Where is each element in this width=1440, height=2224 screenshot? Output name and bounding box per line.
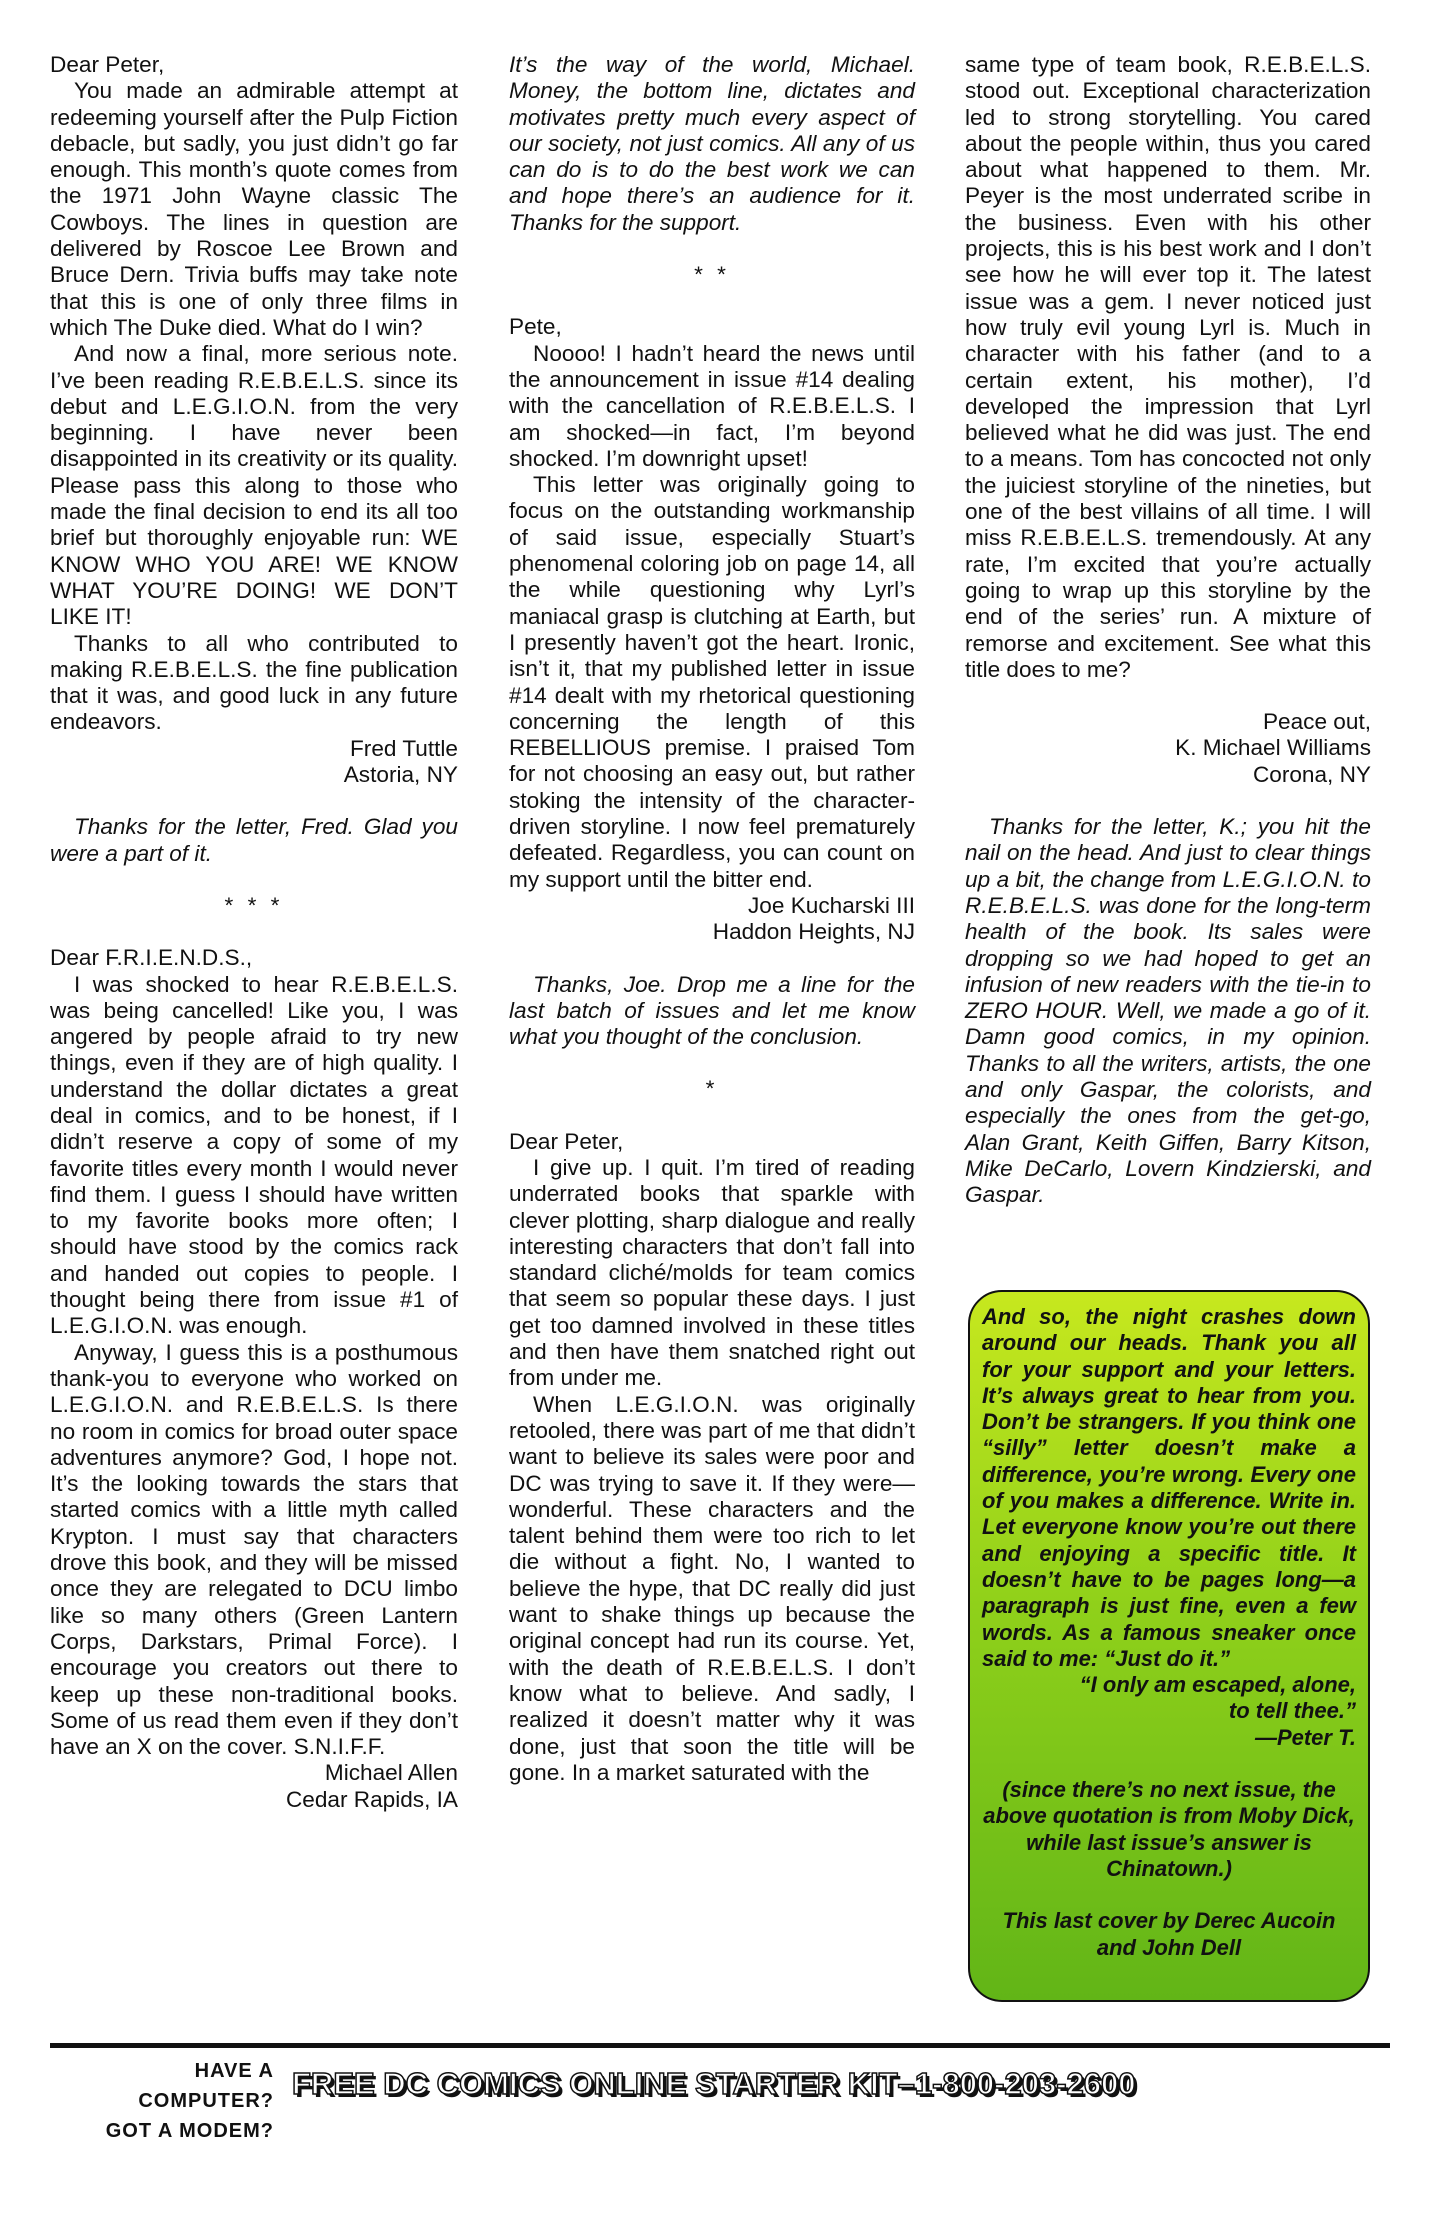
editor-reply: Thanks, Joe. Drop me a line for the last batch of issues and let me know what you thought of the conclusion. [509,971,915,1050]
letter-salutation: Dear Peter, [50,52,165,77]
letters-column-2 [509,52,915,1786]
letter-paragraph: When L.E.G.I.O.N. was originally retooled, there was part of me that didn’t want to believe its sales were poor and DC was trying to save it. If they were—wonderful. These characters and the talent behind them were too rich to let die without a fight. No, I wanted to believe the hype, that DC really did just want to shake things up because the original concept had run its course. Yet, with the death of R.E.B.E.L.S. I don’t know what to believe. And sadly, I realized it doesn’t matter why it was done, just that soon the title will be gone. In a market saturated with the [509,1391,915,1785]
letter-paragraph: Noooo! I hadn’t heard the news until the announcement in issue #14 dealing with the cancellation of R.E.B.E.L.S. I am shocked—in fact, I’m beyond shocked. I’m downright upset! [509,340,915,471]
letters-column-3 [965,52,1371,1208]
letter-signature: Michael Allen [324,1760,458,1786]
letter-paragraph: Thanks to all who contributed to making R.E.B.E.L.S. the fine publication that it was, and good luck in any future endeavors. [50,630,458,735]
letter-paragraph: I was shocked to hear R.E.B.E.L.S. was being cancelled! Like you, I was angered by people afraid to try new things, even if they are of high quality. I understand the dollar dictates a great deal in comics, and to be honest, if I didn’t reserve a copy of some of my favorite titles every month I would never find them. I guess I should have written to my favorite books more often; I should have stood by the comics rack and handed out copies to people. I thought being there from issue #1 of L.E.G.I.O.N. was enough. [50,971,458,1339]
letter-paragraph: Anyway, I guess this is a posthumous thank-you to everyone who worked on L.E.G.I.O.N. and R.E.B.E.L.S. Is there no room in comics for broad outer space adventures anymore? God, I hope not. It’s the looking towards the stars that started comics with a little myth called Krypton. I must say that characters drove this book, and they will be missed once they are relegated to DCU limbo like so many others (Green Lantern Corps, Darkstars, Primal Force). I encourage you creators out there to keep up these non-traditional books. Some of us read them even if they don’t have an X on the cover. S.N.I.F.F. [50,1339,458,1760]
section-separator: * * [694,262,730,288]
editor-reply: Thanks for the letter, K.; you hit the nail on the head. And just to clear things up a bit, the change from L.E.G.I.O.N. to R.E.B.E.L.S. was done for the long-term health of the book. Its sales were dropping so we had hoped to get an infusion of new readers with the tie-in to ZERO HOUR. Well, we made a go of it. Damn good comics, in my opinion. Thanks to all the writers, artists, the one and only Gaspar, the colorists, and especially the ones from the get-go, Alan Grant, Keith Giffen, Barry Kitson, Mike DeCarlo, Lovern Kindzierski, and Gaspar. [965,814,1371,1208]
quote-line-2: to tell thee.” [1228,1698,1356,1724]
cover-credit: This last cover by Derec Aucoin and John Dell [1002,1908,1336,1960]
letter-paragraph-continued: same type of team book, R.E.B.E.L.S. stood out. Exceptional characterization led to strong storytelling. You cared about the people within, thus you cared about what happened to them. Mr. Peyer is the most underrated scribe in the business. Even with his other projects, this is his best work and I don’t see how he will ever top it. The latest issue was a gem. I never noticed just how truly evil young Lyrl is. Much in character with his father (and to a certain extent, his mother), I’d developed the impression that Lyrl believed what he did was just. The end to a means. Tom has concocted not only the juiciest storyline of the nineties, but one of the best villains of all time. I will miss R.E.B.E.L.S. tremendously. At any rate, I’m excited that you’re actually going to wrap up this storyline by the end of the series’ run. A mixture of remorse and excitement. See what this title does to me? [965,52,1371,682]
editor-reply: It’s the way of the world, Michael. Money, the bottom line, dictates and motivates pretty much every aspect of our society, not just comics. All any of us can do is to do the best work we can and hope there’s an audience for it. Thanks for the support. [509,52,915,235]
letter-signature: Corona, NY [1252,761,1371,787]
letter-paragraph: This letter was originally going to focus on the outstanding workmanship of said issue, especially Stuart’s phenomenal coloring job on page 14, all the while questioning why Lyrl’s maniacal grasp is clutching at Earth, but I presently haven’t got the heart. Ironic, isn’t it, that my published letter in issue #14 dealt with my rhetorical questioning concerning the length of this REBELLIOUS premise. I praised Tom for not choosing an easy out, but rather stoking the intensity of the character-driven storyline. I now feel prematurely defeated. Regardless, you can count on my support until the bitter end. [509,472,915,892]
letter-signature: Fred Tuttle [350,735,458,761]
quote-source-note: (since there’s no next issue, the above quotation is from Moby Dick, while last issue’s answer is Chinatown.) [983,1777,1355,1881]
section-separator: * [705,1076,719,1102]
letter-paragraph: And now a final, more serious note. I’ve been reading R.E.B.E.L.S. since its debut and L.E.G.I.O.N. from the very beginning. I have never been disappointed in its creativity or its quality. Please pass this along to those who made the final decision to end its all too brief but thoroughly enjoyable run: WE KNOW WHO YOU ARE! WE KNOW WHAT YOU’RE DOING! WE DON’T LIKE IT! [50,341,458,630]
banner-divider [50,2043,1390,2048]
editor-reply: Thanks for the letter, Fred. Glad you were a part of it. [50,814,458,866]
banner-question-line-1: HAVE A COMPUTER? [138,2060,274,2112]
banner-advert-headline: FREE DC COMICS ONLINE STARTER KIT–1-800-203-2600 [292,2066,1136,2101]
letter-salutation: Dear F.R.I.E.N.D.S., [50,945,253,971]
closing-message: And so, the night crashes down around our heads. Thank you all for your support and your letters. It’s always great to hear from you. Don’t be strangers. If you think one “silly” letter doesn’t make a difference, you’re wrong. Every one of you makes a difference. Write in. Let everyone know you’re out there and enjoying a specific title. It doesn’t have to be pages long—a paragraph is just fine, even a few words. As a famous sneaker once said to me: “Just do it.” [982,1304,1356,1671]
banner-question [54,2056,274,2146]
quote-line-1: “I only am escaped, alone, [1079,1672,1356,1698]
section-separator: * * * [224,892,284,918]
letter-salutation: Dear Peter, [509,1128,624,1154]
quote-attribution: —Peter T. [1254,1724,1356,1750]
banner-question-line-2: GOT A MODEM? [105,2120,274,2142]
letter-signature: K. Michael Williams [1175,735,1371,761]
letter-paragraph: You made an admirable attempt at redeeming yourself after the Pulp Fiction debacle, but sadly, you just didn’t go far enough. This month’s quote comes from the 1971 John Wayne classic The Cowboys. The lines in question are delivered by Roscoe Lee Brown and Bruce Dern. Trivia buffs may take note that this is one of only three films in which The Duke died. What do I win? [50,78,458,340]
letters-column-1 [50,52,458,1813]
letter-signature: Astoria, NY [343,762,458,788]
letter-signature: Peace out, [1262,709,1371,735]
letter-signature: Joe Kucharski III [747,892,915,918]
letter-salutation: Pete, [509,314,562,340]
letter-signature: Haddon Heights, NJ [712,919,915,945]
letter-paragraph: I give up. I quit. I’m tired of reading underrated books that sparkle with clever plotting, sharp dialogue and really interesting characters that don’t fall into standard cliché/molds for team comics that seem so popular these days. I just get too damned involved in these titles and then have them snatched right out from under me. [509,1154,915,1391]
editor-closing-message-box [968,1290,1370,2002]
letter-signature: Cedar Rapids, IA [285,1786,458,1812]
